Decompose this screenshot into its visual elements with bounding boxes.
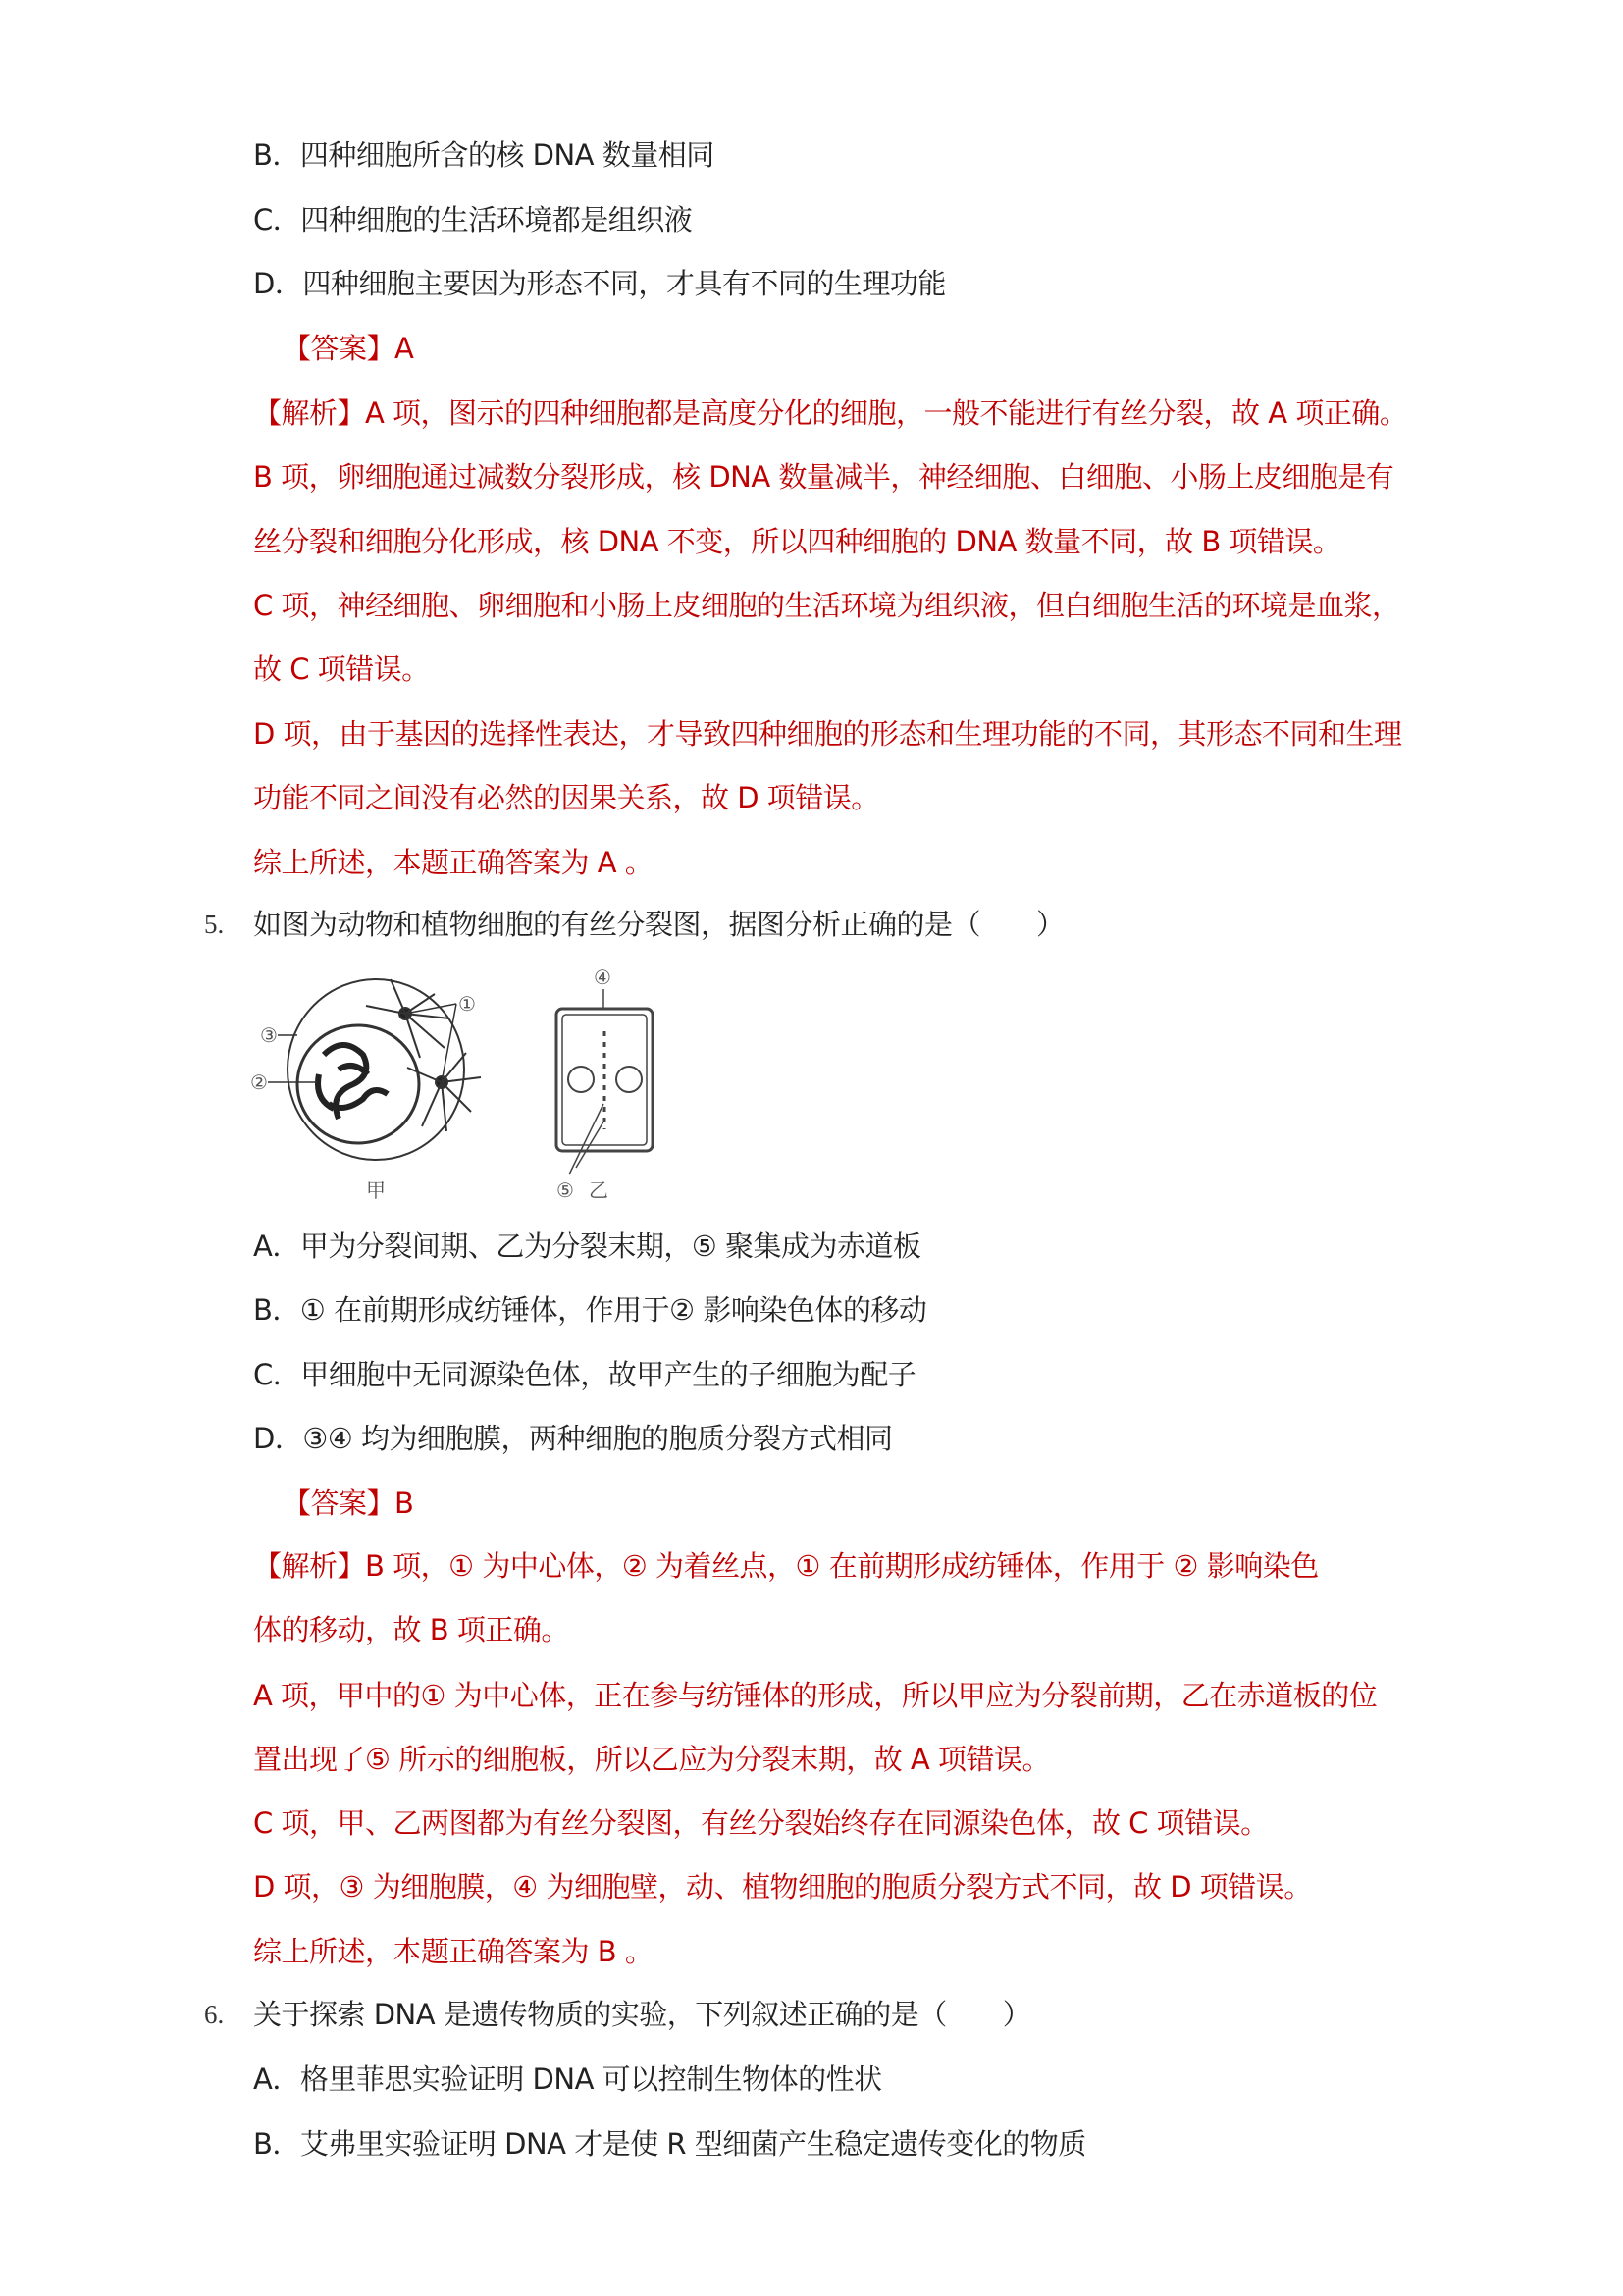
q5-stem: 如图为动物和植物细胞的有丝分裂图，据图分析正确的是（ ） [253,908,1065,941]
q5-analysis-line: 综上所述，本题正确答案为 B 。 [253,1935,654,1968]
q6-option-a: A．格里菲思实验证明 DNA 可以控制生物体的性状 [253,2062,882,2096]
q5-analysis-line: 置出现了⑤ 所示的细胞板，所以乙应为分裂末期，故 A 项错误。 [253,1743,1050,1776]
q4-option-d: D．四种细胞主要因为形态不同，才具有不同的生理功能 [253,267,946,300]
q6-number: 6. [204,2000,225,2029]
q4-analysis-line: 综上所述，本题正确答案为 A 。 [253,846,654,879]
q5-answer: 【答案】B [283,1487,414,1520]
marker-2: ② [250,1070,268,1094]
q4-analysis-line: C 项，神经细胞、卵细胞和小肠上皮细胞的生活环境为组织液，但白细胞生活的环境是血浆， [253,589,1400,622]
label-yi: 乙 [589,1178,608,1202]
q4-analysis-line: 功能不同之间没有必然的因果关系，故 D 项错误。 [253,781,879,814]
marker-3: ③ [260,1023,278,1047]
q4-analysis-line: 【解析】A 项，图示的四种细胞都是高度分化的细胞，一般不能进行有丝分裂，故 A 项正确。 [253,396,1408,430]
q4-option-c: C．四种细胞的生活环境都是组织液 [253,203,693,236]
q4-analysis-line: 故 C 项错误。 [253,652,430,686]
q4-analysis-line: D 项，由于基因的选择性表达，才导致四种细胞的形态和生理功能的不同，其形态不同和生理 [253,717,1402,751]
q5-analysis-line: C 项，甲、乙两图都为有丝分裂图，有丝分裂始终存在同源染色体，故 C 项错误。 [253,1806,1269,1840]
q5-analysis-line: 体的移动，故 B 项正确。 [253,1613,569,1646]
q5-option-c: C．甲细胞中无同源染色体，故甲产生的子细胞为配子 [253,1358,916,1391]
q5-analysis-line: D 项，③ 为细胞膜，④ 为细胞壁，动、植物细胞的胞质分裂方式不同，故 D 项错误。 [253,1870,1312,1904]
marker-4: ④ [594,966,611,989]
plant-cell-yi [556,989,653,1174]
cell-division-figure [250,966,682,1207]
q4-answer: 【答案】A [283,332,414,365]
q6-stem: 关于探索 DNA 是遗传物质的实验，下列叙述正确的是（ ） [253,1998,1031,2031]
q5-analysis-line: 【解析】B 项，① 为中心体，② 为着丝点，① 在前期形成纺锤体，作用于 ② 影响染色 [253,1549,1319,1583]
q6-option-b: B．艾弗里实验证明 DNA 才是使 R 型细菌产生稳定遗传变化的物质 [253,2127,1086,2161]
q5-option-a: A．甲为分裂间期、乙为分裂末期，⑤ 聚集成为赤道板 [253,1229,921,1263]
marker-5: ⑤ [556,1178,574,1202]
q5-option-b: B．① 在前期形成纺锤体，作用于② 影响染色体的移动 [253,1293,927,1327]
marker-1: ① [458,992,476,1016]
q5-analysis-line: A 项，甲中的① 为中心体，正在参与纺锤体的形成，所以甲应为分裂前期，乙在赤道板的位 [253,1679,1378,1712]
label-jia: 甲 [366,1178,386,1202]
q4-option-b: B．四种细胞所含的核 DNA 数量相同 [253,138,714,172]
animal-cell-jia [268,979,481,1160]
q5-option-d: D．③④ 均为细胞膜，两种细胞的胞质分裂方式相同 [253,1422,893,1455]
q4-analysis-line: B 项，卵细胞通过减数分裂形成，核 DNA 数量减半，神经细胞、白细胞、小肠上皮细胞是有 [253,460,1394,494]
q4-analysis-line: 丝分裂和细胞分化形成，核 DNA 不变，所以四种细胞的 DNA 数量不同，故 B 项错误。 [253,525,1341,558]
q5-number: 5. [204,910,225,939]
